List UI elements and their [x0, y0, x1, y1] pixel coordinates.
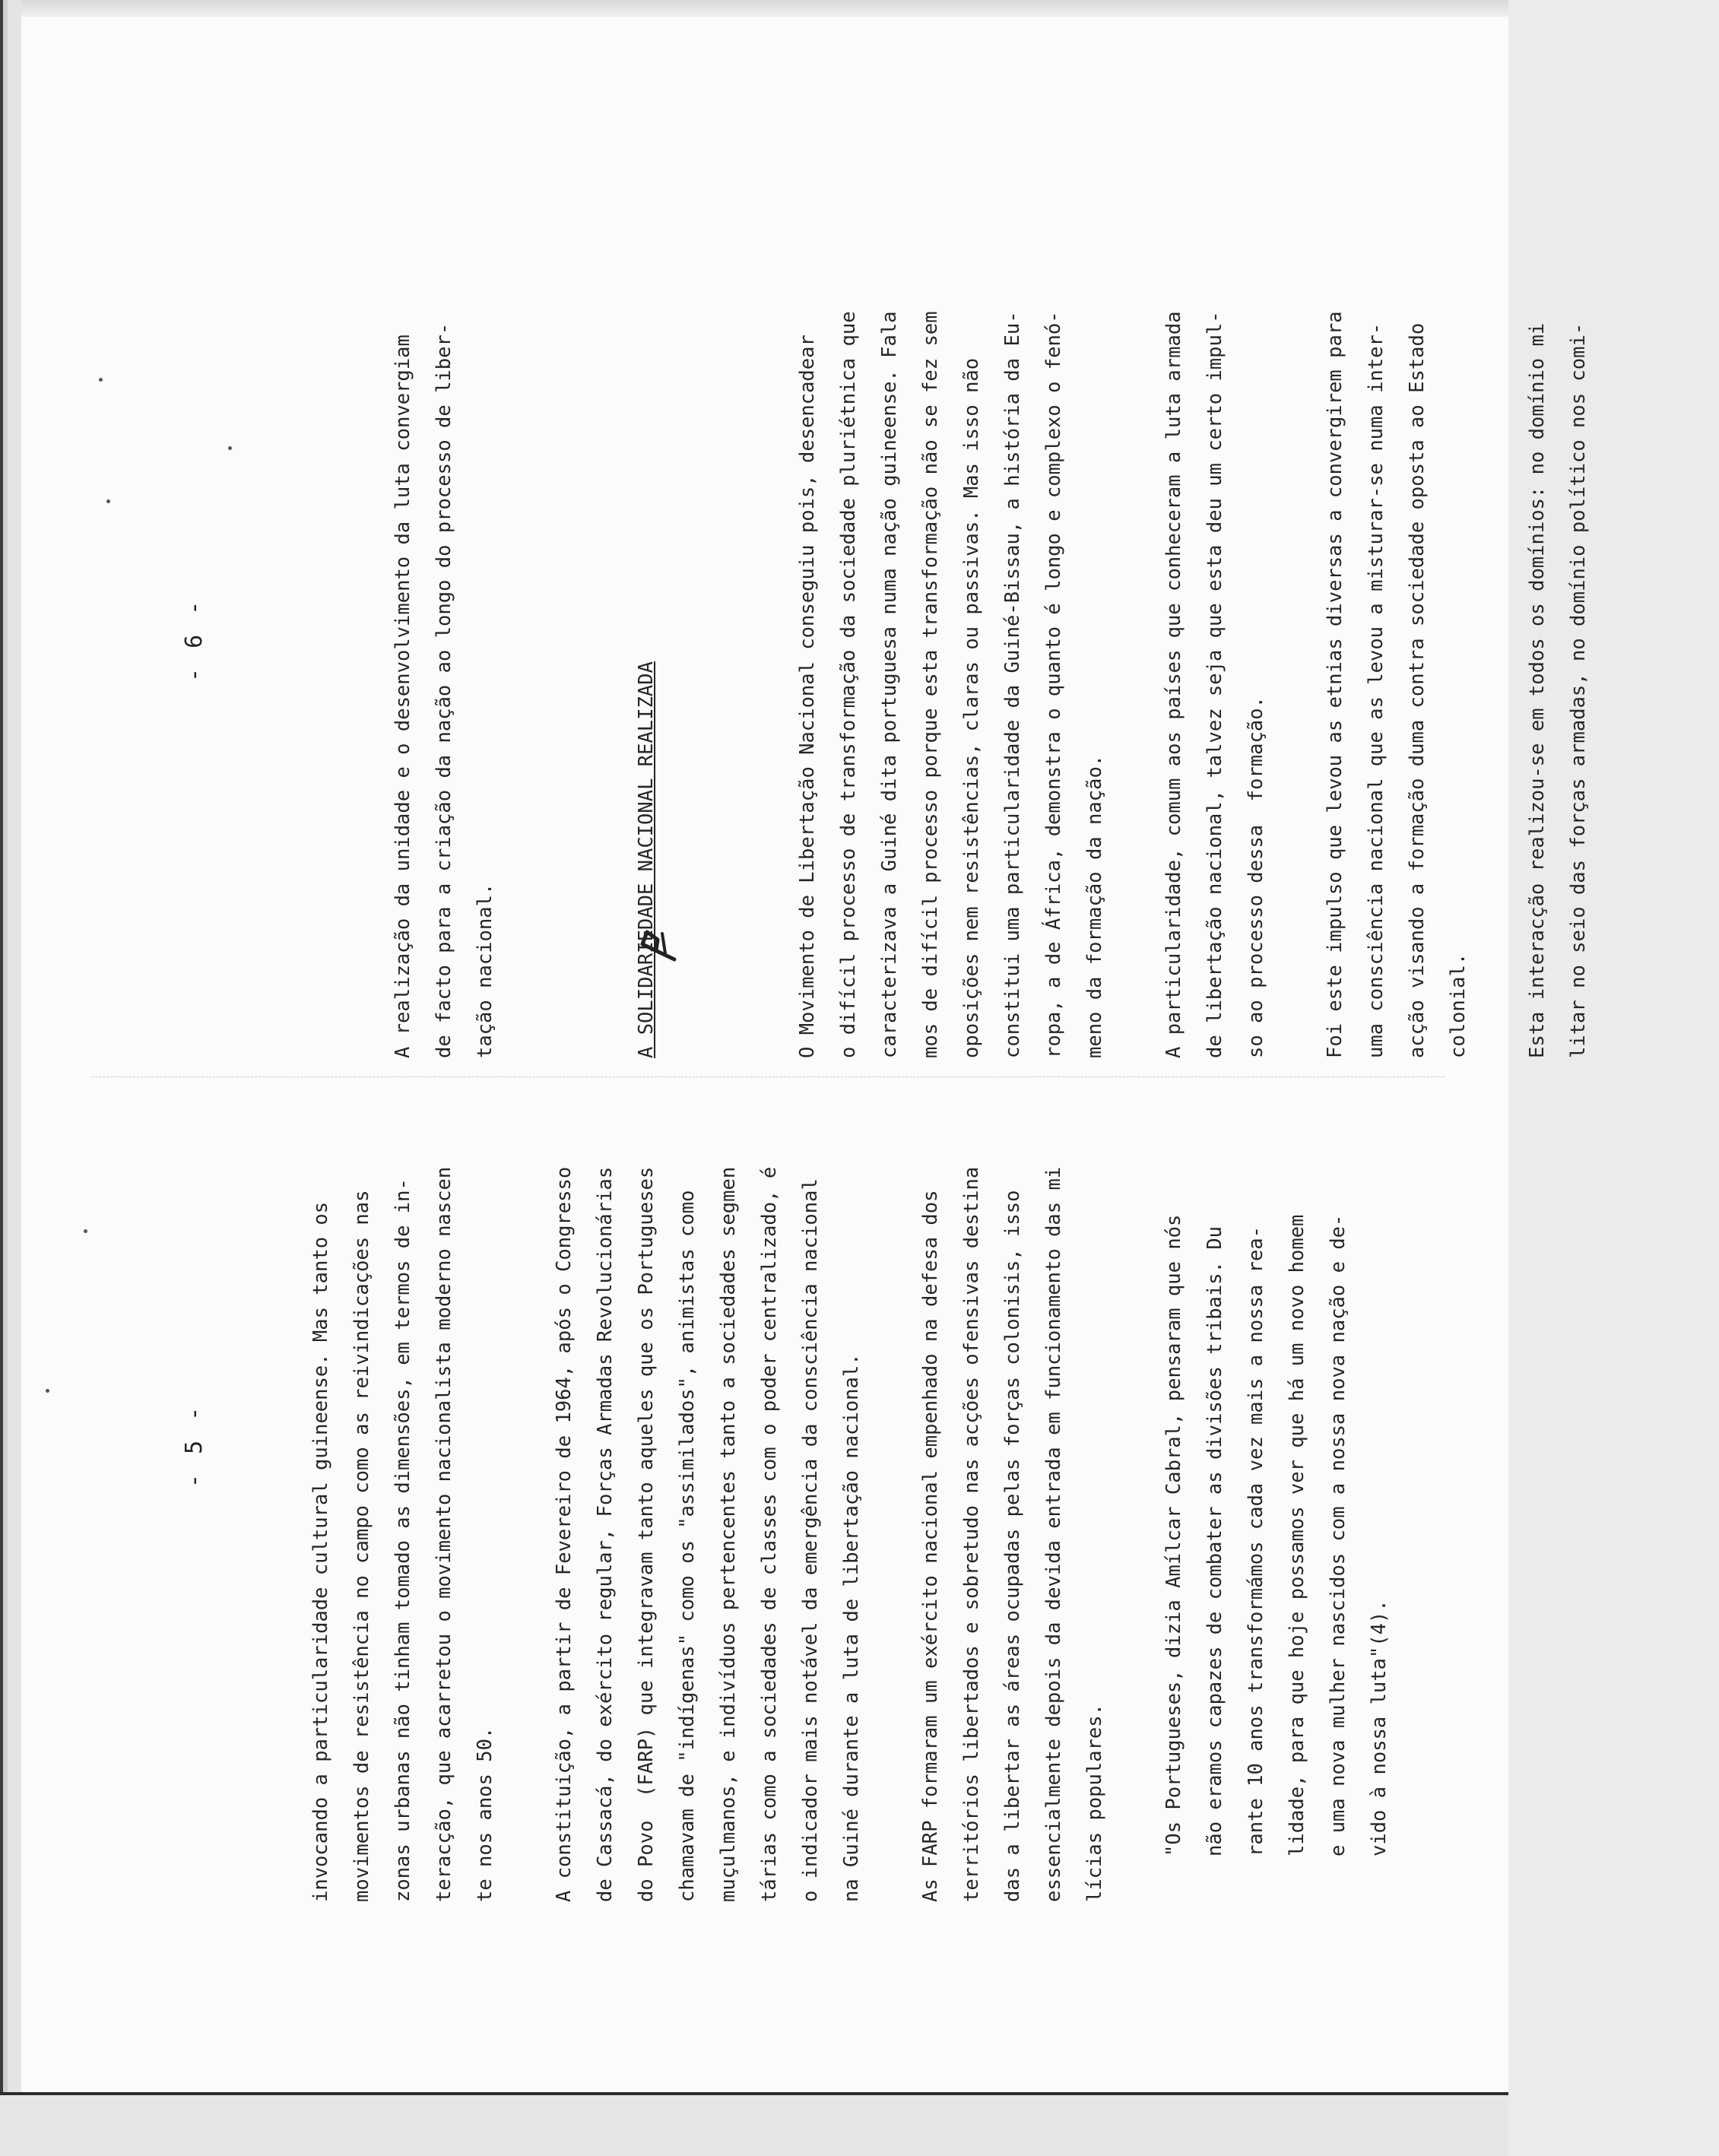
scan-speck: [99, 378, 103, 382]
text-line: o indicador mais notável da emergência da consciência nacional: [799, 1178, 822, 1902]
text-line: acção visando a formação duma contra sociedade oposta ao Estado: [1406, 322, 1429, 1058]
text-line: te nos anos 50.: [474, 1726, 496, 1902]
text-line: do Povo (FARP) que integravam tanto aqueles que os Portugueses: [635, 1166, 658, 1902]
text-line: na Guiné durante a luta de libertação nacional.: [840, 1353, 863, 1902]
text-line: lícias populares.: [1083, 1704, 1106, 1902]
body-paragraph: [544, 1035, 872, 1902]
text-line: vido à nossa luta"(4).: [1368, 1600, 1391, 1856]
text-line: mos de difícil processo porque esta transformação não se fez sem: [919, 311, 942, 1058]
right-page-paragraphs: [787, 40, 1599, 1058]
text-line: zonas urbanas não tinham tomado as dimensões, em termos de in-: [392, 1178, 414, 1902]
text-line: chamavam de "indígenas" como os "assimilados", animistas como: [676, 1190, 699, 1902]
text-line: de facto para a criação da nação ao longo do processo de liber-: [433, 322, 455, 1058]
quote-paragraph: [1153, 1035, 1400, 1902]
text-line: litar no seio das forças armadas, no domínio político nos comi-: [1567, 322, 1590, 1058]
text-line: essencialmente depois da devida entrada em funcionamento das mi: [1042, 1166, 1065, 1902]
text-line: A constituição, a partir de Fevereiro de 1964, após o Congresso: [553, 1166, 576, 1902]
text-line: ropa, a de África, demonstra o quanto é longo e complexo o fenó-: [1042, 311, 1065, 1058]
text-line: meno da formação da nação.: [1083, 754, 1106, 1058]
text-line: A particularidade, comum aos países que conheceram a luta armada: [1162, 311, 1185, 1058]
text-line: de libertação nacional, talvez seja que esta deu um certo impul-: [1204, 311, 1226, 1058]
text-line: lidade, para que hoje possamos ver que há um novo homem: [1286, 1214, 1308, 1856]
body-paragraph: [787, 40, 1115, 1058]
text-line: so ao processo dessa formação.: [1245, 696, 1267, 1058]
body-paragraph: [300, 1035, 506, 1902]
text-line: Esta interacção realizou-se em todos os domínios: no domínio mi: [1526, 322, 1549, 1058]
text-line: O Movimento de Libertação Nacional conseguiu pois, desencadear: [796, 334, 819, 1058]
scan-speck: [106, 499, 110, 503]
text-line: caracterizava a Guiné dita portuguesa numa nação guineense. Fala: [878, 311, 901, 1058]
text-line: A realização da unidade e o desenvolvimento da luta convergiam: [392, 334, 414, 1058]
text-line: o difícil processo de transformação da sociedade pluriétnica que: [837, 311, 860, 1058]
text-line: muçulmanos, e indivíduos pertencentes tanto a sociedades segmen: [717, 1166, 740, 1902]
body-paragraph: [1517, 40, 1599, 1058]
text-line: uma consciência nacional que as levou a misturar-se numa inter-: [1365, 322, 1388, 1058]
body-paragraph: [1153, 40, 1277, 1058]
body-paragraph: [1315, 40, 1479, 1058]
text-line: de Cassacá, do exército regular, Forças Armadas Revolucionárias: [594, 1166, 617, 1902]
intro-paragraph: [382, 40, 506, 1058]
text-line: Foi este impulso que levou as etnias diversas a convergirem para: [1324, 311, 1346, 1058]
text-line: constitui uma particularidade da Guiné-Bissau, a história da Eu-: [1001, 311, 1024, 1058]
text-line: rante 10 anos transformámos cada vez mais a nossa rea-: [1245, 1225, 1267, 1856]
text-line: As FARP formaram um exército nacional empenhado na defesa dos: [919, 1190, 942, 1902]
text-line: colonial.: [1447, 953, 1470, 1058]
handwritten-mark-icon: [635, 921, 680, 967]
text-line: das a libertar as áreas ocupadas pelas forças colonisis, isso: [1001, 1190, 1024, 1902]
text-line: teracção, que acarretou o movimento nacionalista moderno nascen: [433, 1166, 455, 1902]
left-page-body: [300, 1035, 1438, 1902]
body-paragraph: [910, 1035, 1115, 1902]
text-line: territórios libertados e sobretudo nas acções ofensivas destina: [960, 1166, 983, 1902]
scan-speck: [84, 1229, 87, 1233]
text-line: oposições nem resistências, claras ou passivas. Mas isso não: [960, 357, 983, 1058]
page-number-right: - 6 -: [181, 598, 208, 682]
text-line: invocando a particularidade cultural guineense. Mas tanto os: [309, 1201, 332, 1902]
text-line: "Os Portugueses, dizia Amílcar Cabral, pensaram que nós: [1162, 1214, 1185, 1856]
scan-speck: [228, 446, 232, 450]
text-line: e uma nova mulher nascidos com a nossa nova nação e de-: [1327, 1214, 1350, 1856]
page-number-left: - 5 -: [181, 1403, 208, 1488]
text-line: tação nacional.: [474, 883, 496, 1058]
text-line: tárias como a sociedades de classes com o poder centralizado, é: [758, 1166, 781, 1902]
text-line: não eramos capazes de combater as divisões tribais. Du: [1204, 1225, 1226, 1856]
section-heading: A SOLIDARIEDADE NACIONAL REALIZADA: [635, 661, 658, 1058]
scan-speck: [46, 1389, 49, 1393]
right-page-body: [300, 40, 1719, 1058]
text-line: movimentos de resistência no campo como as reivindicações nas: [350, 1190, 373, 1902]
